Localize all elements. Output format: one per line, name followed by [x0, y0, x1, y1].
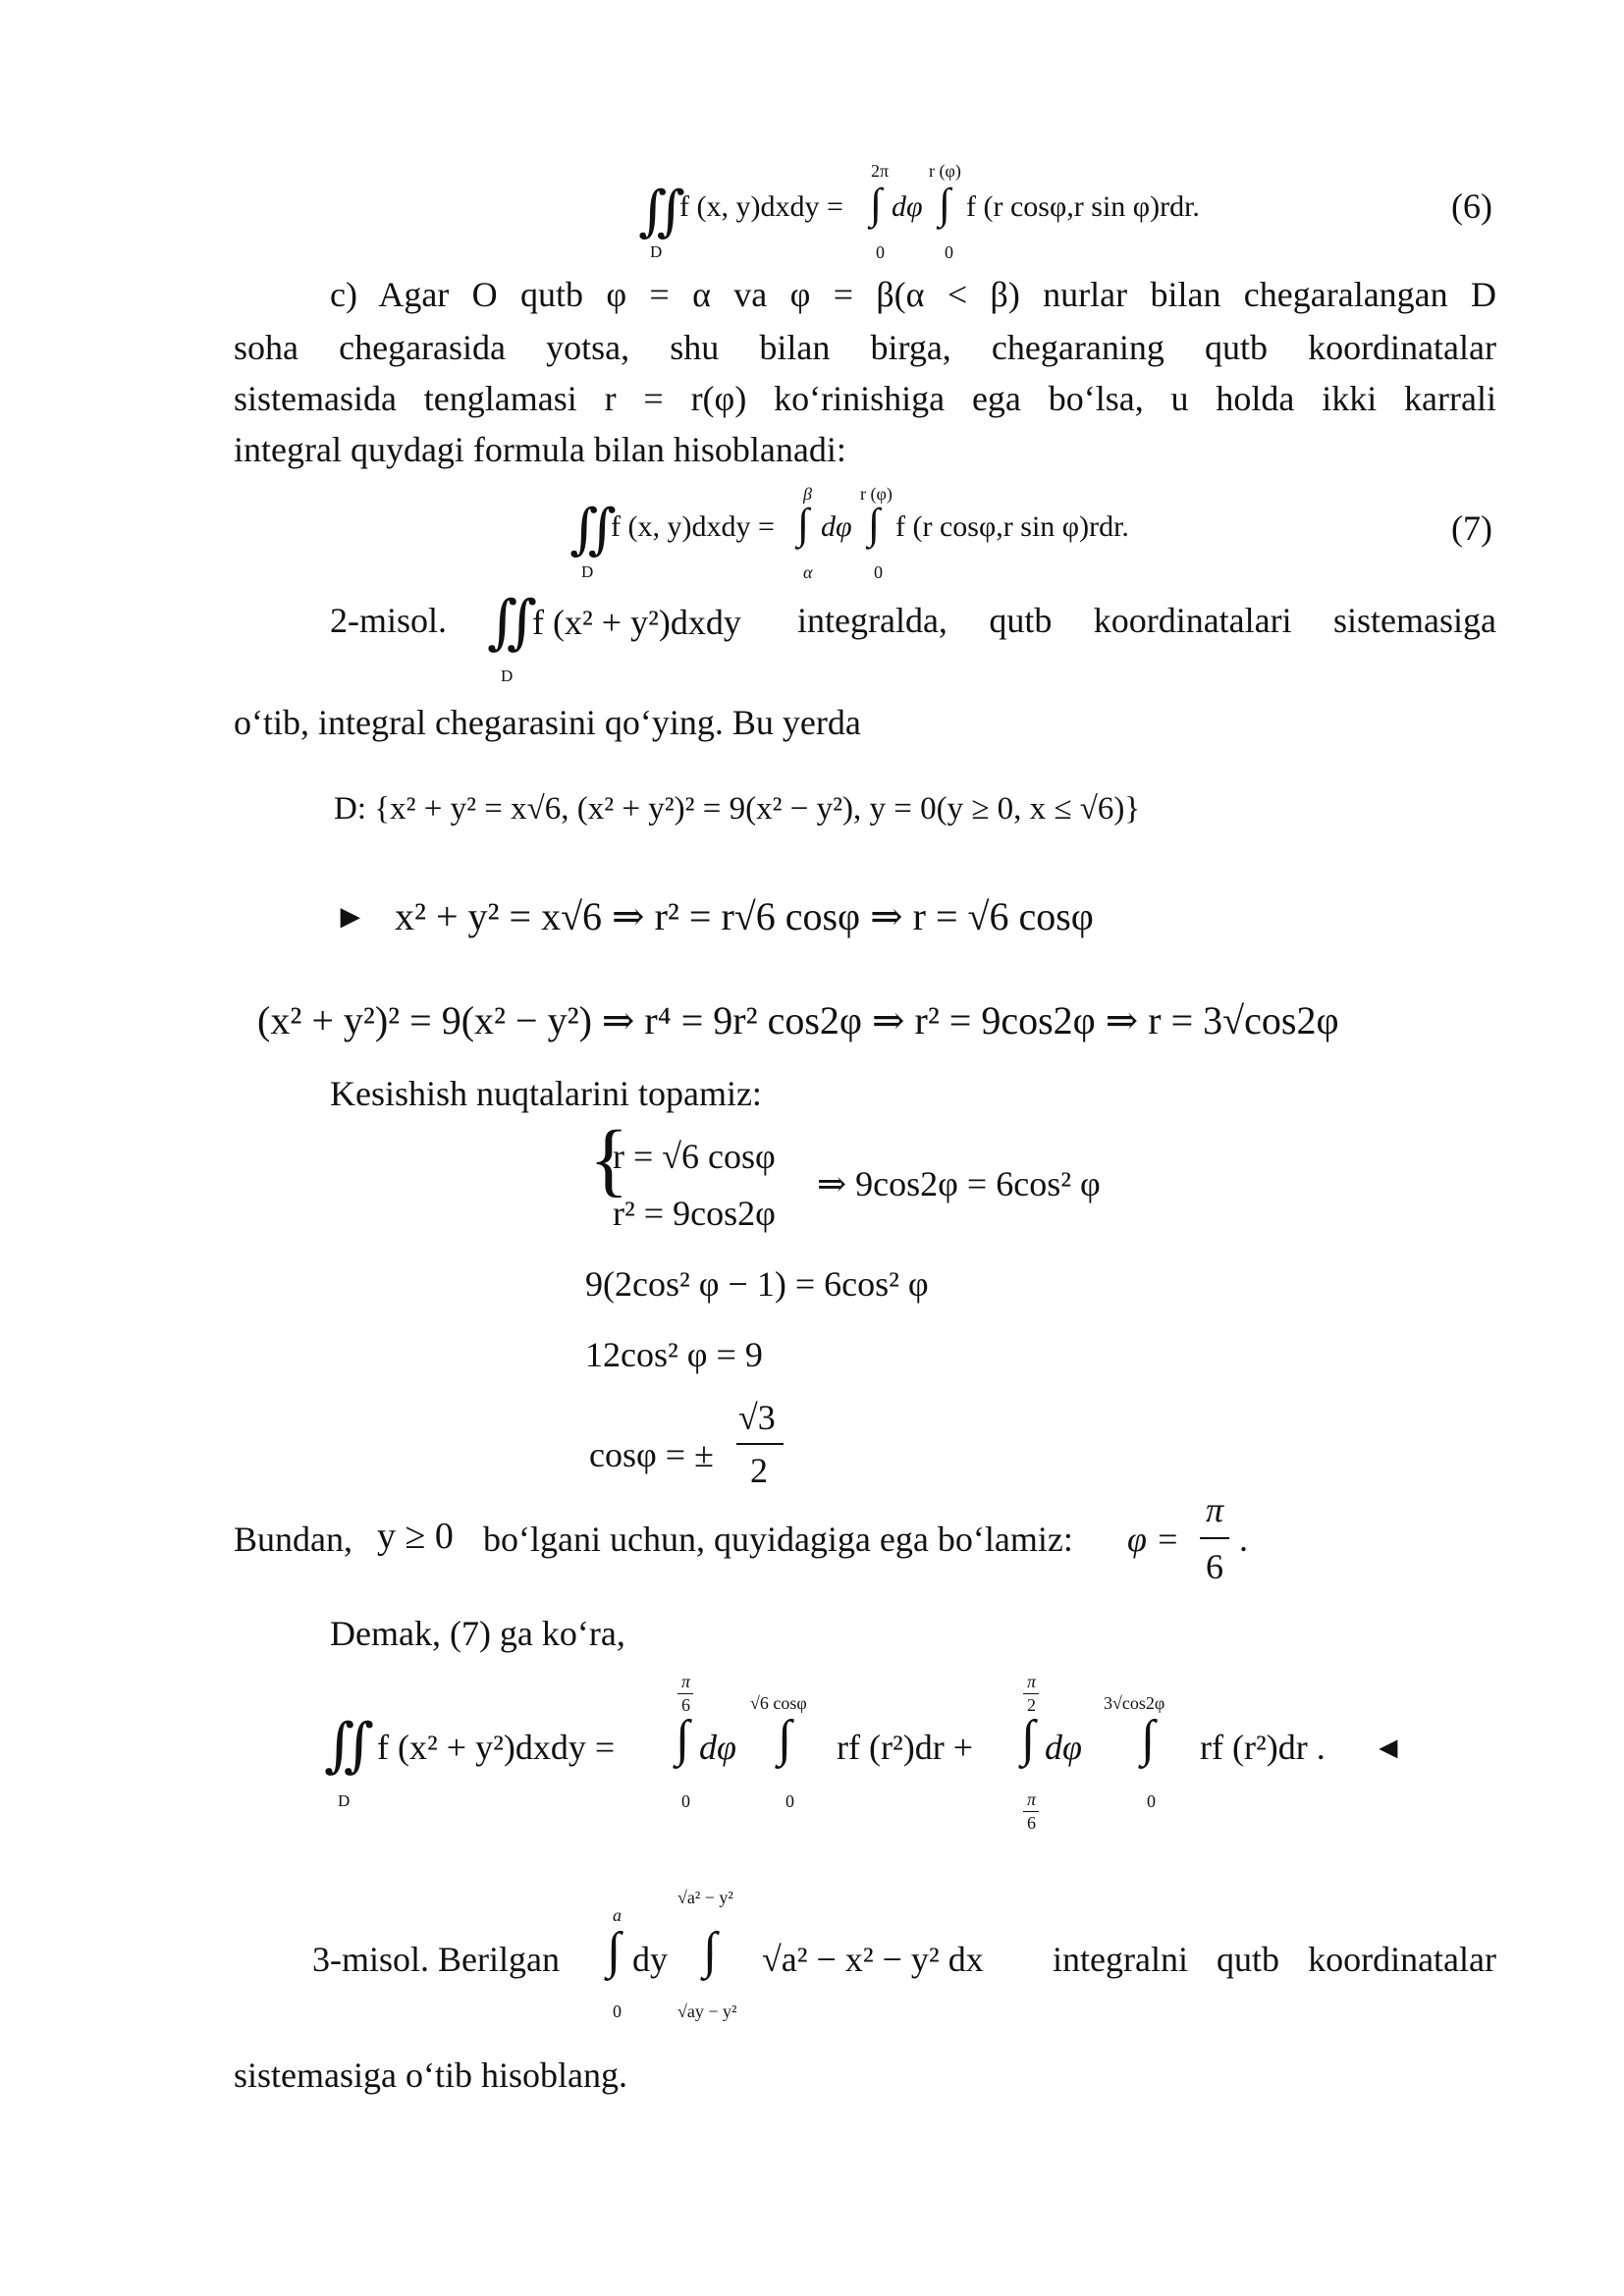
paragraph-line: sistemasida tenglamasi r = r(φ) ko‘rinishiga ega bo‘lsa, u holda ikki karrali — [234, 379, 1496, 418]
fraction-numerator: √3 — [738, 1398, 776, 1437]
integral-domain-label: D — [581, 562, 594, 581]
d-phi: dφ — [1045, 1728, 1082, 1767]
lower-limit-num: π — [1027, 1789, 1037, 1809]
integral-sign: ∫ — [1141, 1711, 1156, 1767]
lower-limit: 0 — [876, 242, 885, 262]
formula-lhs: f (x, y)dxdy = — [611, 510, 775, 543]
upper-limit: r (φ) — [929, 161, 961, 181]
formula-lhs: f (x, y)dxdy = — [679, 190, 843, 223]
example-label: 3-misol. Berilgan — [312, 1940, 560, 1979]
upper-limit: β — [803, 484, 812, 504]
equation-line: 9(2cos² φ − 1) = 6cos² φ — [585, 1264, 929, 1304]
integral-sign: ∫ — [703, 1923, 718, 1979]
d-phi: dφ — [821, 510, 852, 543]
fraction-bar — [1023, 1693, 1039, 1694]
integrand: √a² − x² − y² dx — [762, 1940, 984, 1979]
upper-limit: a — [613, 1905, 622, 1925]
equation-lhs: cosφ = ± — [589, 1435, 714, 1474]
equation-line: x² + y² = x√6 ⇒ r² = r√6 cosφ ⇒ r = √6 cosφ — [395, 894, 1094, 938]
paragraph-line: o‘tib, integral chegarasini qo‘ying. Bu yerda — [234, 703, 861, 742]
lower-limit-den: 6 — [1027, 1813, 1036, 1833]
lower-limit: √ay − y² — [677, 2002, 737, 2021]
equation-line: (x² + y²)² = 9(x² − y²) ⇒ r⁴ = 9r² cos2φ ⇒ r² = 9cos2φ ⇒ r = 3√cos2φ — [257, 998, 1339, 1042]
integral-domain-label: D — [501, 667, 514, 685]
paragraph-line: soha chegarasida yotsa, shu bilan birga, chegaraning qutb koordinatalar — [234, 328, 1496, 367]
lower-limit: 0 — [785, 1791, 794, 1811]
integral-sign: ∫ — [797, 500, 810, 548]
integral-sign: ∫ — [1021, 1711, 1036, 1767]
upper-limit: r (φ) — [860, 484, 893, 504]
fraction-bar — [1023, 1811, 1039, 1812]
fraction-numerator: π — [1206, 1490, 1224, 1529]
integral-domain-label: D — [338, 1791, 351, 1810]
integrand: rf (r²)dr + — [837, 1728, 974, 1767]
equation-lhs: φ = — [1127, 1520, 1180, 1559]
system-result: ⇒ 9cos2φ = 6cos² φ — [817, 1164, 1101, 1203]
system-equation: r² = 9cos2φ — [613, 1194, 776, 1233]
upper-limit: √a² − y² — [677, 1888, 733, 1907]
formula-lhs: f (x² + y²)dxdy = — [377, 1728, 616, 1767]
equation-number: (7) — [1451, 508, 1492, 548]
lower-limit: α — [803, 562, 813, 582]
paragraph-line: integral quydagi formula bilan hisoblanadi: — [234, 430, 846, 469]
system-equation: r = √6 cosφ — [613, 1137, 776, 1176]
d-phi: dφ — [892, 190, 923, 223]
lower-limit: 0 — [681, 1791, 690, 1811]
upper-limit-den: 2 — [1027, 1695, 1036, 1715]
integral-sign: ∫ — [939, 180, 951, 228]
paragraph-line: sistemasiga o‘tib hisoblang. — [234, 2056, 627, 2095]
example-label: 2-misol. — [330, 601, 448, 640]
domain-definition: D: {x² + y² = x√6, (x² + y²)² = 9(x² − y²), y = 0(y ≥ 0, x ≤ √6)} — [334, 791, 1141, 827]
upper-limit-num: π — [681, 1672, 691, 1691]
paragraph-line: Kesishish nuqtalarini topamiz: — [330, 1074, 762, 1113]
integrand: rf (r²)dr . — [1200, 1728, 1326, 1767]
upper-limit-den: 6 — [681, 1695, 690, 1715]
fraction-bar — [736, 1443, 784, 1445]
integral-sign: ∫ — [676, 1711, 690, 1767]
fraction-bar — [1200, 1537, 1229, 1539]
integral-sign: ∫ — [778, 1711, 792, 1767]
paragraph-line: integralni qutb koordinatalar — [1053, 1940, 1496, 1979]
integrand: f (r cosφ,r sin φ)rdr. — [895, 510, 1129, 543]
integral-sign: ∫ — [870, 180, 883, 228]
lower-limit: 0 — [874, 562, 883, 582]
integrand: f (r cosφ,r sin φ)rdr. — [966, 190, 1200, 223]
lower-limit: 0 — [613, 2002, 622, 2021]
lower-limit: 0 — [945, 242, 953, 262]
integral-expression: f (x² + y²)dxdy — [532, 603, 741, 642]
fraction-denominator: 2 — [750, 1451, 768, 1490]
upper-limit: 3√cos2φ — [1104, 1693, 1165, 1713]
double-integral-sign: ∬ — [638, 182, 685, 242]
double-integral-sign: ∬ — [324, 1713, 375, 1778]
system-brace: { — [589, 1114, 629, 1205]
double-integral-sign: ∬ — [487, 590, 538, 655]
integral-sign: ∫ — [607, 1923, 622, 1979]
solution-start-marker: ► — [334, 899, 367, 935]
d-y: dy — [632, 1940, 668, 1979]
fraction-denominator: 6 — [1206, 1547, 1223, 1586]
equation-number: (6) — [1451, 187, 1492, 226]
solution-end-marker: ◄ — [1373, 1730, 1404, 1765]
integral-sign: ∫ — [868, 500, 881, 548]
paragraph-line: Demak, (7) ga ko‘ra, — [330, 1614, 625, 1653]
fraction-bar — [677, 1693, 693, 1694]
double-integral-sign: ∬ — [569, 500, 617, 561]
d-phi: dφ — [699, 1728, 736, 1767]
paragraph-text: bo‘lgani uchun, quyidagiga ega bo‘lamiz: — [483, 1520, 1073, 1559]
upper-limit: √6 cosφ — [750, 1693, 807, 1713]
condition: y ≥ 0 — [377, 1516, 454, 1557]
upper-limit: 2π — [871, 161, 890, 181]
upper-limit-num: π — [1027, 1672, 1037, 1691]
paragraph-line: c) Agar O qutb φ = α va φ = β(α < β) nurlar bilan chegaralangan D — [330, 275, 1496, 314]
punctuation: . — [1239, 1520, 1248, 1559]
equation-line: 12cos² φ = 9 — [585, 1335, 763, 1374]
integral-domain-label: D — [650, 242, 663, 261]
paragraph-text: Bundan, — [234, 1520, 352, 1559]
lower-limit: 0 — [1147, 1791, 1156, 1811]
paragraph-line: integralda, qutb koordinatalari sistemasiga — [797, 601, 1496, 640]
